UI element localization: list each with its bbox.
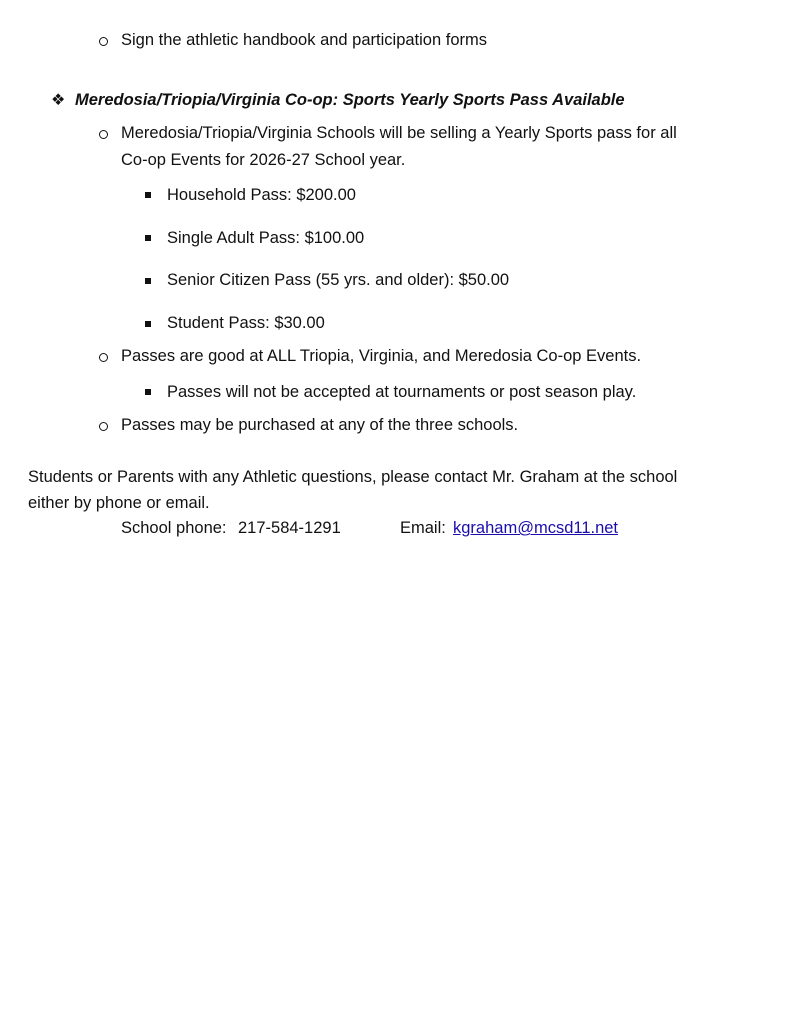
coop-heading: Meredosia/Triopia/Virginia Co-op: Sports Yearly Sports Pass Available <box>75 91 625 109</box>
diamond-bullet-icon: ❖ <box>51 90 66 109</box>
household-pass: Household Pass: $200.00 <box>167 186 356 204</box>
square-bullet-icon <box>145 278 151 284</box>
contact-line-2: either by phone or email. <box>28 494 210 512</box>
circle-bullet-icon <box>99 422 108 431</box>
passes-not-accepted: Passes will not be accepted at tournaments or post season play. <box>167 383 637 401</box>
handbook-item: Sign the athletic handbook and participation forms <box>121 31 487 49</box>
email-link[interactable]: kgraham@mcsd11.net <box>453 519 619 537</box>
selling-line-2: Co-op Events for 2026-27 School year. <box>121 151 406 169</box>
selling-line-1: Meredosia/Triopia/Virginia Schools will be selling a Yearly Sports pass for all <box>121 124 677 142</box>
senior-citizen-pass: Senior Citizen Pass (55 yrs. and older): $50.00 <box>167 271 510 289</box>
email-label: Email: <box>400 519 446 537</box>
phone-value: 217-584-1291 <box>238 519 341 537</box>
square-bullet-icon <box>145 389 151 395</box>
single-adult-pass: Single Adult Pass: $100.00 <box>167 229 365 247</box>
student-pass: Student Pass: $30.00 <box>167 314 325 332</box>
passes-good-at: Passes are good at ALL Triopia, Virginia, and Meredosia Co-op Events. <box>121 347 642 365</box>
passes-purchase: Passes may be purchased at any of the three schools. <box>121 416 519 434</box>
circle-bullet-icon <box>99 37 108 46</box>
phone-label: School phone: <box>121 519 227 537</box>
circle-bullet-icon <box>99 353 108 362</box>
square-bullet-icon <box>145 192 151 198</box>
circle-bullet-icon <box>99 130 108 139</box>
contact-line-1: Students or Parents with any Athletic questions, please contact Mr. Graham at the school <box>28 468 678 486</box>
square-bullet-icon <box>145 321 151 327</box>
square-bullet-icon <box>145 235 151 241</box>
